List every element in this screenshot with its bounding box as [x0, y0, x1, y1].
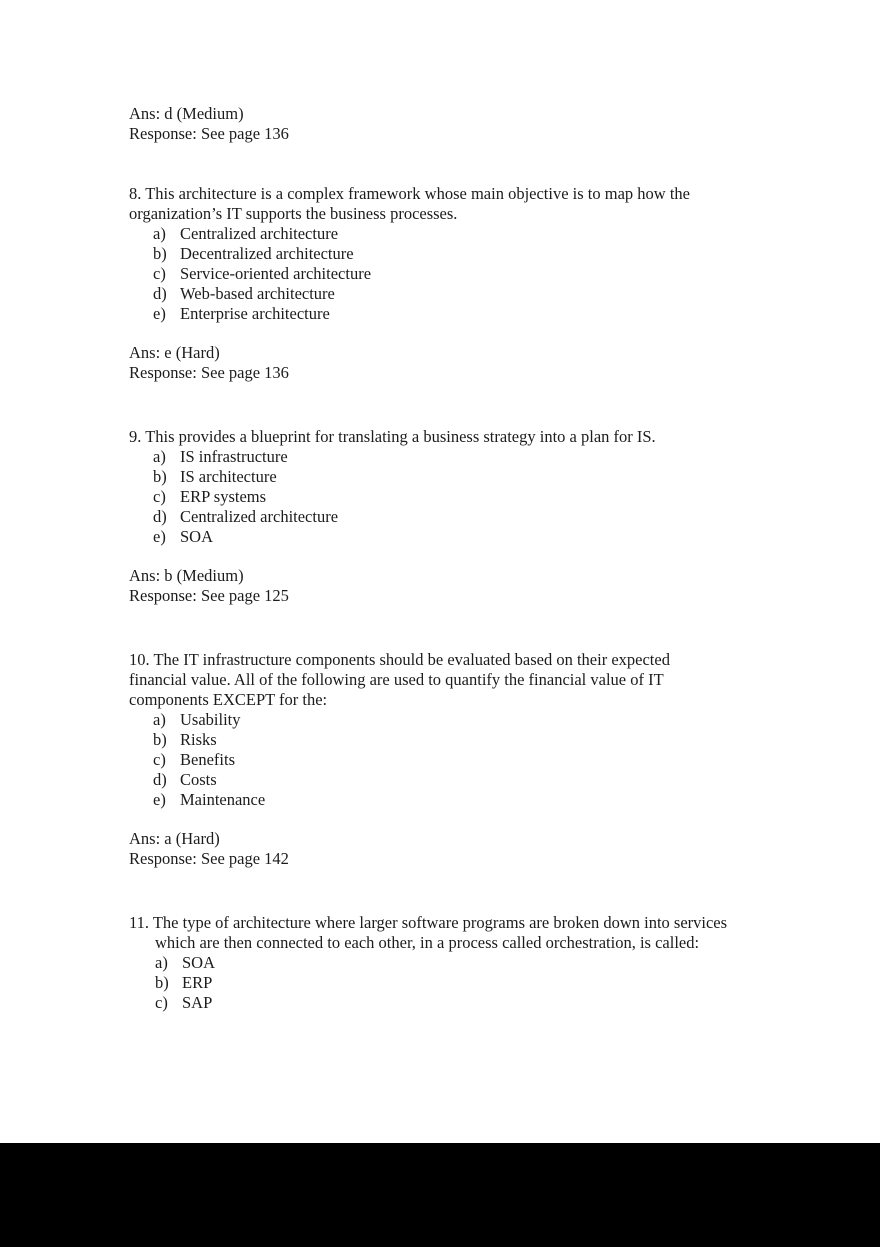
spacer [129, 383, 739, 427]
option-label: Risks [180, 730, 217, 749]
option-marker: c) [153, 264, 166, 283]
option-label: SAP [182, 993, 213, 1012]
answer-line: Ans: e (Hard) [129, 343, 220, 362]
spacer [129, 810, 739, 829]
spacer [129, 144, 739, 184]
option-marker: c) [153, 750, 166, 769]
option-marker: b) [153, 730, 167, 749]
response-line: Response: See page 142 [129, 849, 289, 868]
option-marker: d) [153, 507, 167, 526]
option-marker: d) [153, 770, 167, 789]
option-label: Maintenance [180, 790, 266, 809]
question-text-10: 10. The IT infrastructure components should be evaluated based on their expected financial value. All of the following are used to quantify the financial value of IT components EXCEPT for the: [129, 650, 670, 709]
option-item[interactable] [129, 284, 739, 304]
option-label: IS infrastructure [180, 447, 288, 466]
options-list-10 [129, 710, 739, 810]
option-marker: c) [153, 487, 166, 506]
question-text-11: 11. The type of architecture where larger software programs are broken down into services which are then connected to each other, in a process called orchestration, is called: [129, 913, 728, 952]
option-marker: e) [153, 790, 166, 809]
option-marker: c) [155, 993, 168, 1012]
option-label: Web-based architecture [180, 284, 335, 303]
option-label: Usability [180, 710, 241, 729]
option-item[interactable] [129, 710, 739, 730]
options-list-9 [129, 447, 739, 547]
option-label: Costs [180, 770, 217, 789]
option-marker: b) [153, 467, 167, 486]
option-marker: a) [153, 224, 166, 243]
spacer [129, 547, 739, 566]
question-text-9: 9. This provides a blueprint for translating a business strategy into a plan for IS. [129, 427, 656, 446]
answer-block-8 [129, 343, 739, 383]
option-marker: a) [155, 953, 168, 972]
option-label: Service-oriented architecture [180, 264, 372, 283]
option-label: Enterprise architecture [180, 304, 330, 323]
answer-line: Ans: b (Medium) [129, 566, 244, 585]
option-marker: a) [153, 710, 166, 729]
option-item[interactable] [129, 973, 739, 993]
option-item[interactable] [129, 264, 739, 284]
answer-line: Ans: d (Medium) [129, 104, 244, 123]
page-content [129, 104, 739, 1013]
option-item[interactable] [129, 467, 739, 487]
option-label: Benefits [180, 750, 235, 769]
option-item[interactable] [129, 447, 739, 467]
option-item[interactable] [129, 487, 739, 507]
option-item[interactable] [129, 790, 739, 810]
option-marker: e) [153, 304, 166, 323]
response-line: Response: See page 125 [129, 586, 289, 605]
page-bottom-black-bar [0, 1143, 880, 1247]
option-marker: b) [153, 244, 167, 263]
spacer [129, 869, 739, 913]
answer-block-10 [129, 829, 739, 869]
question-text-8: 8. This architecture is a complex framework whose main objective is to map how the organization’s IT supports the business processes. [129, 184, 690, 223]
answer-line: Ans: a (Hard) [129, 829, 220, 848]
answer-block-7 [129, 104, 739, 144]
option-marker: a) [153, 447, 166, 466]
option-label: Centralized architecture [180, 507, 339, 526]
options-list-8 [129, 224, 739, 324]
option-label: SOA [182, 953, 216, 972]
option-label: SOA [180, 527, 214, 546]
option-item[interactable] [129, 527, 739, 547]
option-item[interactable] [129, 750, 739, 770]
response-line: Response: See page 136 [129, 363, 289, 382]
option-marker: e) [153, 527, 166, 546]
option-label: ERP [182, 973, 213, 992]
option-label: Decentralized architecture [180, 244, 354, 263]
spacer [129, 606, 739, 650]
response-line: Response: See page 136 [129, 124, 289, 143]
option-item[interactable] [129, 770, 739, 790]
option-marker: b) [155, 973, 169, 992]
option-label: ERP systems [180, 487, 267, 506]
option-item[interactable] [129, 244, 739, 264]
spacer [129, 324, 739, 343]
answer-block-9 [129, 566, 739, 606]
option-item[interactable] [129, 507, 739, 527]
option-item[interactable] [129, 304, 739, 324]
options-list-11 [129, 953, 739, 1013]
option-item[interactable] [129, 224, 739, 244]
option-item[interactable] [129, 953, 739, 973]
option-marker: d) [153, 284, 167, 303]
option-label: IS architecture [180, 467, 277, 486]
option-label: Centralized architecture [180, 224, 339, 243]
option-item[interactable] [129, 730, 739, 750]
option-item[interactable] [129, 993, 739, 1013]
